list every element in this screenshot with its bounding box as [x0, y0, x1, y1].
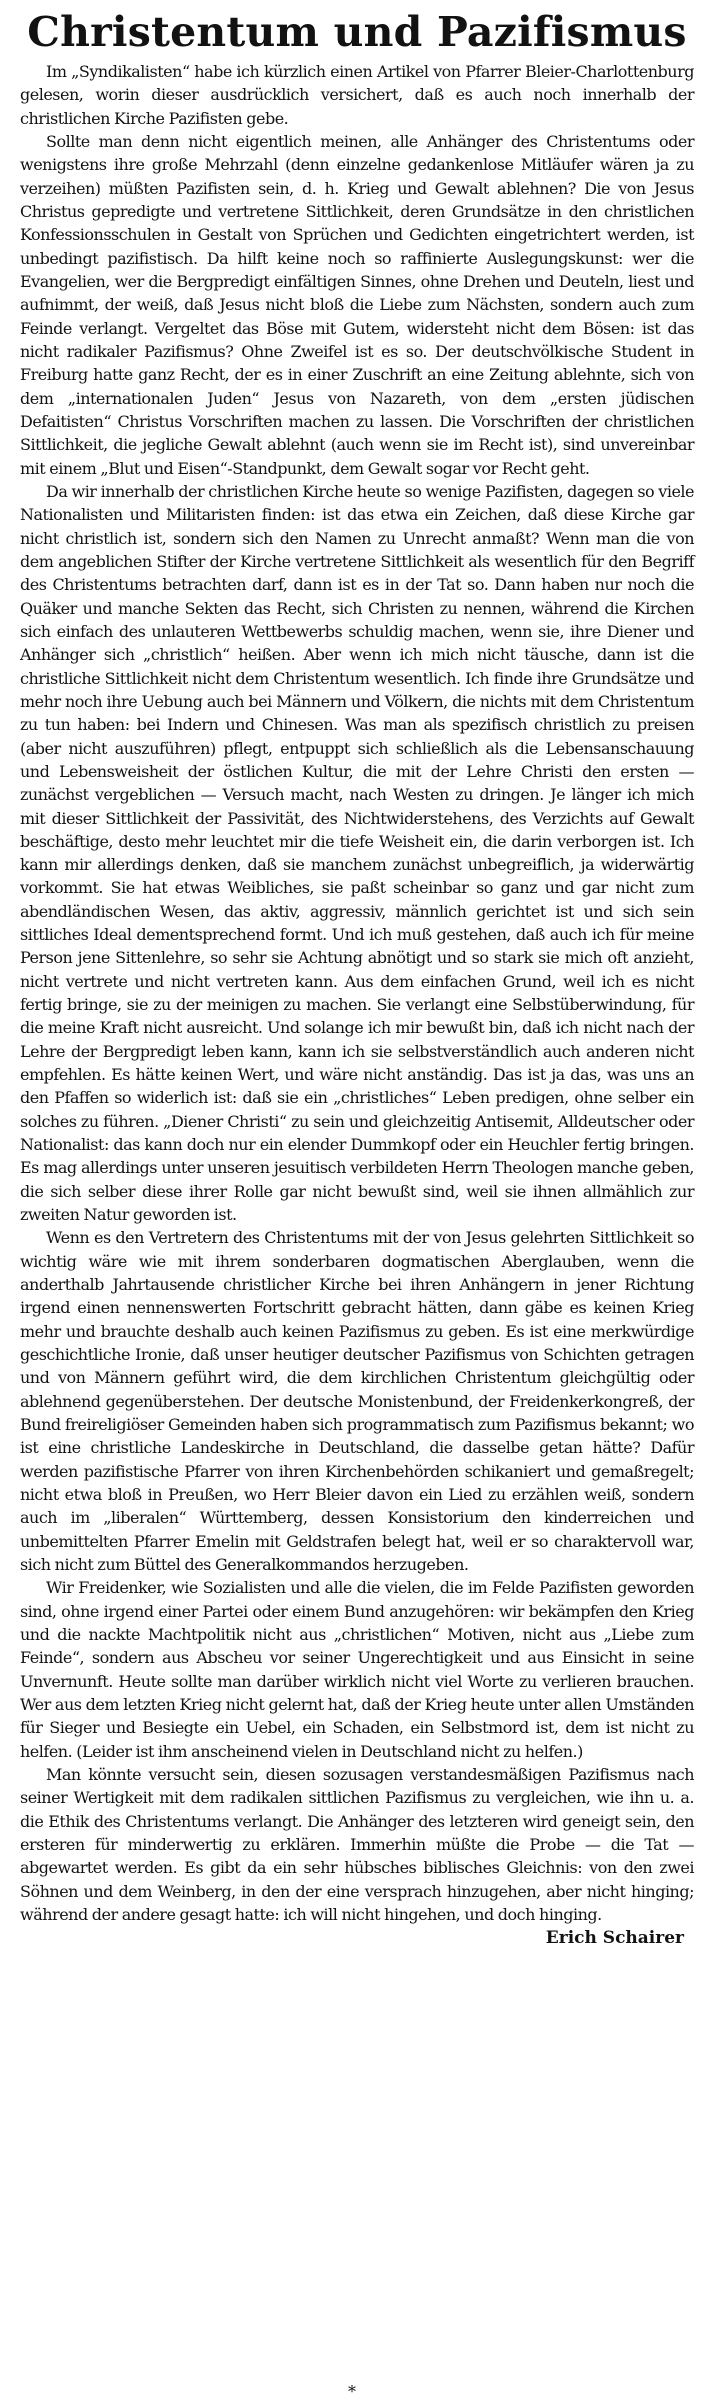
article-body: [20, 60, 694, 1926]
article-title: Christentum und Pazifismus: [27, 8, 687, 56]
end-mark: *: [348, 2382, 356, 2401]
article-paragraph: Da wir innerhalb der christlichen Kirche heute so wenige Pazifisten, dagegen so viele Nationalisten und Militaristen finden: ist das etwa ein Zeichen, daß diese Kirche gar nicht christlich ist, sondern sich den Namen zu Unrecht anmaßt? Wenn man die von dem angeblichen Stifter der Kirche vertretene Sittlichkeit als wesentlich für den Begriff des Christentums betrachten darf, dann ist es in der Tat so. Dann haben nur noch die Quäker und manche Sekten das Recht, sich Christen zu nennen, während die Kirchen sich einfach des unlauteren Wettbewerbs schuldig machen, wenn sie, ihre Diener und Anhänger sich „christlich“ heißen. Aber wenn ich mich nicht täusche, dann ist die christliche Sittlichkeit nicht dem Christentum wesentlich. Ich finde ihre Grundsätze und mehr noch ihre Uebung auch bei Männern und Völkern, die nichts mit dem Christentum zu tun haben: bei Indern und Chinesen. Was man als spezifisch christlich zu preisen (aber nicht auszuführen) pflegt, entpuppt sich schließlich als die Lebensanschauung und Lebensweisheit der östlichen Kultur, die mit der Lehre Christi den ersten — zunächst vergeblichen — Versuch macht, nach Westen zu dringen. Je länger ich mich mit dieser Sittlichkeit der Passivität, des Nichtwiderstehens, des Verzichts auf Gewalt beschäftige, desto mehr leuchtet mir die tiefe Weisheit ein, die darin verborgen ist. Ich kann mir allerdings denken, daß sie manchem zunächst unbegreiflich, ja widerwärtig vorkommt. Sie hat etwas Weibliches, sie paßt scheinbar so ganz und gar nicht zum abendländischen Wesen, das aktiv, aggressiv, männlich gerichtet ist und sich sein sittliches Ideal dementsprechend formt. Und ich muß gestehen, daß auch ich für meine Person jene Sittenlehre, so sehr sie Achtung abnötigt und so stark sie mich oft anzieht, nicht vertrete und nicht vertreten kann. Aus dem einfachen Grund, weil ich es nicht fertig bringe, sie zu der meinigen zu machen. Sie verlangt eine Selbstüberwindung, für die meine Kraft nicht ausreicht. Und solange ich mir bewußt bin, daß ich nicht nach der Lehre der Bergpredigt leben kann, kann ich sie selbstverständlich auch anderen nicht empfehlen. Es hätte keinen Wert, und wäre nicht anständig. Das ist ja das, was uns an den Pfaffen so widerlich ist: daß sie ein „christliches“ Leben predigen, ohne selber ein solches zu führen. „Diener Christi“ zu sein und gleichzeitig Antisemit, Alldeutscher oder Nationalist: das kann doch nur ein elender Dummkopf oder ein Heuchler fertig bringen. Es mag allerdings unter unseren jesuitisch verbildeten Herrn Theologen manche geben, die sich selber diese ihrer Rolle gar nicht bewußt sind, weil sie ihnen allmählich zur zweiten Natur geworden ist.: [20, 481, 694, 1225]
signature-row: [20, 1926, 694, 1950]
article-paragraph: Wenn es den Vertretern des Christentums mit der von Jesus gelehrten Sittlichkeit so wichtig wäre wie mit ihrem sonderbaren dogmatischen Aberglauben, wenn die anderthalb Jahrtausende christlicher Kirche bei ihren Anhängern in jener Richtung irgend einen nennenswerten Fortschritt gebracht hätten, dann gäbe es keinen Krieg mehr und brauchte deshalb auch keinen Pazifismus zu geben. Es ist eine merkwürdige geschichtliche Ironie, daß unser heutiger deutscher Pazifismus von Schichten getragen und von Männern geführt wird, die dem kirchlichen Christentum gleichgültig oder ablehnend gegenüberstehen. Der deutsche Monistenbund, der Freidenkerkongreß, der Bund freireligiöser Gemeinden haben sich programmatisch zum Pazifismus bekannt; wo ist eine christliche Landeskirche in Deutschland, die dasselbe getan hätte? Dafür werden pazifistische Pfarrer von ihren Kirchenbehörden schikaniert und gemaßregelt; nicht etwa bloß in Preußen, wo Herr Bleier davon ein Lied zu erzählen weiß, sondern auch im „liberalen“ Württemberg, dessen Konsistorium den kinderreichen und unbemittelten Pfarrer Emelin mit Geldstrafen belegt hat, weil er so charaktervoll war, sich nicht zum Büttel des Generalkommandos herzugeben.: [20, 1228, 694, 1574]
author-signature: Erich Schairer: [545, 1928, 684, 1949]
article-paragraph: Sollte man denn nicht eigentlich meinen, alle Anhänger des Christentums oder wenigstens ihre große Mehrzahl (denn einzelne gedankenlose Mitläufer wären ja zu verzeihen) müßten Pazifisten sein, d. h. Krieg und Gewalt ablehnen? Die von Jesus Christus gepredigte und vertretene Sittlichkeit, deren Grundsätze in den christlichen Konfessionsschulen in Gestalt von Sprüchen und Gedichten eingetrichtert werden, ist unbedingt pazifistisch. Da hilft keine noch so raffinierte Auslegungskunst: wer die Evangelien, wer die Bergpredigt einfältigen Sinnes, ohne Drehen und Deuteln, liest und aufnimmt, der weiß, daß Jesus nicht bloß die Liebe zum Nächsten, sondern auch zum Feinde verlangt. Vergeltet das Böse mit Gutem, widersteht nicht dem Bösen: ist das nicht radikaler Pazifismus? Ohne Zweifel ist es so. Der deutschvölkische Student in Freiburg hatte ganz Recht, der es in einer Zuschrift an eine Zeitung ablehnte, sich von dem „internationalen Juden“ Jesus von Nazareth, von dem „ersten jüdischen Defaitisten“ Christus Vorschriften machen zu lassen. Die Vorschriften der christlichen Sittlichkeit, die jegliche Gewalt ablehnt (auch wenn sie im Recht ist), sind unvereinbar mit einem „Blut und Eisen“-Standpunkt, dem Gewalt sogar vor Recht geht.: [20, 131, 694, 478]
article-paragraph: Man könnte versucht sein, diesen sozusagen verstandesmäßigen Pazifismus nach seiner Wertigkeit mit dem radikalen sittlichen Pazifismus zu vergleichen, wie ihn u. a. die Ethik des Christentums verlangt. Die Anhänger des letzteren wird geneigt sein, den ersteren für minderwertig zu erklären. Immerhin müßte die Probe — die Tat — abgewartet werden. Es gibt da ein sehr hübsches biblisches Gleichnis: von den zwei Söhnen und dem Weinberg, in den der eine versprach hinzugehen, aber nicht hinging; während der andere gesagt hatte: ich will nicht hingehen, und doch hinging.: [20, 1764, 694, 1924]
article-paragraph: Im „Syndikalisten“ habe ich kürzlich einen Artikel von Pfarrer Bleier-Charlottenburg gelesen, worin dieser ausdrücklich versichert, daß es auch noch innerhalb der christlichen Kirche Pazifisten gebe.: [20, 62, 694, 128]
article-paragraph: Wir Freidenker, wie Sozialisten und alle die vielen, die im Felde Pazifisten geworden sind, ohne irgend einer Partei oder einem Bund anzugehören: wir bekämpfen den Krieg und die nackte Machtpolitik nicht aus „christlichen“ Motiven, nicht aus „Liebe zum Feinde“, sondern aus Abscheu vor seiner Ungerechtigkeit und aus Einsicht in seine Unvernunft. Heute sollte man darüber wirklich nicht viel Worte zu verlieren brauchen. Wer aus dem letzten Krieg nicht gelernt hat, daß der Krieg heute unter allen Umständen für Sieger und Besiegte ein Uebel, ein Schaden, ein Selbstmord ist, dem ist nicht zu helfen. (Leider ist ihm anscheinend vielen in Deutschland nicht zu helfen.): [20, 1578, 694, 1761]
